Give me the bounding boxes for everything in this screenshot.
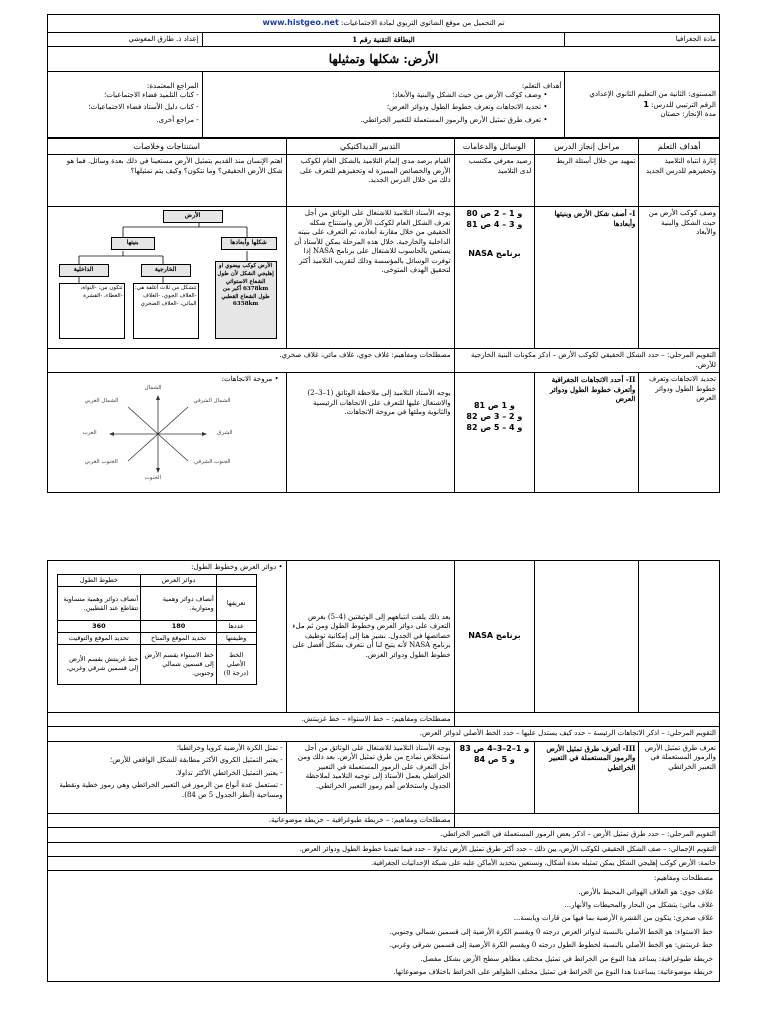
latlon-cell: تحديد الموقع والتوقيت bbox=[57, 632, 141, 644]
latlon-cell: 180 bbox=[141, 621, 217, 633]
header-table bbox=[47, 14, 720, 138]
latlon-cell: أنصاف دوائر وهمية ومتوازية. bbox=[141, 587, 217, 621]
latlon-label: الخط الأصلي (درجة 0) bbox=[216, 644, 256, 684]
objectives-label: أهداف التعلم: bbox=[521, 81, 562, 90]
card-number: البطاقة التقنية رقم 1 bbox=[202, 32, 565, 46]
conclusion-item: - تستعمل عدة أنواع من الرموز في التعبير الخرائطي وهي رموز خطية ونقطية ومساحية (أنظر الجدول 5 ص 84). bbox=[51, 781, 283, 800]
col-objectives: أهداف التعلم bbox=[639, 139, 720, 155]
diagram-shape-text: الأرض كوكب بيضوي او إهليجي الشكل لأن طول الشعاع الاستوائي 6378km أكبر من طول الشعاع القطبي 6358km bbox=[215, 261, 277, 339]
s3-eval: التقويم المرحلي: – حدد طرق تمثيل الأرض – اذكر بعض الرموز المستعملة في التعبير الخرائطي. bbox=[48, 828, 720, 842]
latlon-cell: تحديد الموقع والمناخ bbox=[141, 632, 217, 644]
s2-tools bbox=[454, 373, 535, 493]
s3-terms: مصطلحات ومفاهيم: – خريطة طبوغرافية – خريطة موضوعاتية. bbox=[48, 813, 455, 827]
doc-ref: و 1 – 2 ص 80 bbox=[466, 209, 523, 219]
rose-title-text: مروحة الاتجاهات: bbox=[221, 375, 273, 384]
download-note bbox=[48, 15, 720, 33]
dir-northwest: الشمال الغربي bbox=[84, 397, 119, 404]
final-eval: التقويم الإجمالي: – صف الشكل الحقيقي لكوكب الأرض، بين ذلك – حدد أكثر طرق تمثيل الأرض تداولا – حدد فيما تفيدنا خطوط الطول ودوائر العرض. bbox=[48, 842, 720, 856]
dir-east: الشرق bbox=[217, 429, 233, 436]
dir-north: الشمال bbox=[144, 384, 162, 391]
glossary-item: خريطة طبوغرافية: يساعد هذا النوع من الخرائط في تمثيل مختلف مظاهر سطح الأرض بشكل مفصل. bbox=[420, 954, 713, 963]
doc-ref: و 3 – 4 ص 81 bbox=[466, 220, 523, 230]
s3-tools bbox=[454, 741, 535, 813]
page-2 bbox=[47, 560, 720, 982]
glossary bbox=[48, 871, 720, 982]
latlon-cell: خط غرينتش يقسم الأرض إلى قسمين شرقي وغربي. bbox=[57, 644, 141, 684]
glossary-item: غلاف مائي: يتشكل من البحار والمحيطات والأنهار... bbox=[564, 900, 713, 909]
latlon-label: عددها bbox=[216, 621, 256, 633]
doc-ref: و 4 – 5 ص 82 bbox=[466, 422, 523, 432]
duration-label: مدة الإنجاز: bbox=[682, 110, 716, 119]
diagram-external-text: تتشكل من ثلاث أغلفة هي: -الغلاف الجوي، -الغلاف المائي، -الغلاف الصخري bbox=[133, 283, 199, 339]
level-value: الثانية من التعليم الثانوي الإعدادي bbox=[589, 90, 686, 99]
diagram-structure: بنيتها bbox=[111, 237, 155, 249]
ref-item: - كتاب دليل الأستاذ فضاء الاجتماعيات؛ bbox=[51, 103, 199, 112]
s2-management bbox=[286, 373, 454, 493]
col-stages: مراحل إنجاز الدرس bbox=[535, 139, 639, 155]
lesson-table-cont bbox=[47, 560, 720, 982]
s1-objective: وصف كوكب الأرض من حيث الشكل والبنية والأبعاد bbox=[639, 207, 720, 349]
latlon-table bbox=[57, 574, 257, 684]
dir-south: الجنوب bbox=[144, 475, 162, 482]
s2b-conclusion bbox=[48, 561, 287, 713]
diagram-root: الأرض bbox=[163, 210, 223, 222]
s3-management: يوجه الأستاذ التلاميذ للاشتغال على الوثائق من أجل استخلاص نماذج من طرق تمثيل الأرض. بعد ذلك ومن أجل التعرف على الرموز المستعملة في التعبير الخرائطي يعمل الأستاذ إلى توجيه التلاميذ لملاحظة الجدول واستخلاص أهم رموز التعبير الخرائطي. bbox=[286, 741, 454, 813]
objectives-cell bbox=[202, 72, 565, 138]
s2-stage: II- أحدد الاتجاهات الجغرافية وأتعرف خطوط الطول ودوائر العرض bbox=[535, 373, 639, 493]
glossary-item: خط غرينتش: هو الخط الأصلي بالنسبة لخطوط الطول درجته 0 ويقسم الكرة الأرضية إلى قسمين شرقي وغربي. bbox=[389, 941, 713, 950]
col-conclusions: استنتاجات وخلاصات bbox=[48, 139, 287, 155]
glossary-item: خريطة موضوعاتية: يساعدنا هذا النوع من الخرائط في تمثيل مختلف الظواهر على الخرائط باختلاف موضوعاتها. bbox=[393, 968, 713, 977]
lesson-table bbox=[47, 138, 720, 493]
latlon-cell: 360 bbox=[57, 621, 141, 633]
s2b-terms: مصطلحات ومفاهيم: – خط الاستواء – خط غرينتش. bbox=[48, 713, 455, 727]
conclusion-item: - يعتبر التمثيل الخرائطي الأكثر تداولا. bbox=[51, 769, 283, 778]
level-label: المستوى: bbox=[688, 90, 716, 99]
latlon-head bbox=[216, 575, 256, 587]
glossary-item: غلاف جوي: هو الغلاف الهوائي المحيط بالأرض. bbox=[578, 887, 713, 896]
latlon-head: خطوط الطول bbox=[57, 575, 141, 587]
s1-conclusion bbox=[48, 207, 287, 349]
doc-ref: و 1–2–3–4 ص 83 bbox=[459, 743, 530, 753]
s3-objective: تعرف طرق تمثيل الأرض والرموز المستعملة في التعبير الخرائطي bbox=[639, 741, 720, 813]
latlon-cell: خط الاستواء يقسم الأرض إلى قسمين شمالي وجنوبي. bbox=[141, 644, 217, 684]
dir-southeast: الجنوب الشرقي bbox=[194, 458, 231, 465]
nasa-program: برنامج NASA bbox=[468, 249, 521, 259]
ref-item: - مراجع أخرى. bbox=[51, 116, 199, 125]
s2b-eval: التقويم المرحلي: – اذكر الاتجاهات الرئيسة – حدد كيف يستدل عليها – حدد الخط الأصلي لدوائر العرض. bbox=[48, 727, 720, 741]
dir-southwest: الجنوب الغربي bbox=[84, 458, 118, 465]
diagram-external: الخارجية bbox=[141, 264, 191, 276]
s1-eval: التقويم المرحلي: – حدد الشكل الحقيقي لكوكب الأرض – اذكر مكونات البنية الخارجية للأرض. bbox=[454, 349, 719, 373]
col-management: التدبير الديداكتيكي bbox=[286, 139, 454, 155]
subject-cell: مادة الجغرافيا bbox=[565, 32, 720, 46]
refs-cell bbox=[48, 72, 203, 138]
earth-structure-diagram bbox=[51, 209, 283, 344]
dir-northeast: الشمال الشرقي bbox=[193, 397, 231, 404]
intro-tools: رصيد معرفي مكتسب لدى التلاميذ bbox=[454, 155, 535, 207]
diagram-internal: الداخلية bbox=[59, 264, 109, 276]
s3-stage: III- أتعرف طرق تمثيل الأرض والرموز المستعملة في التعبير الخرائطي bbox=[535, 741, 639, 813]
objective-item: • تحديد الاتجاهات وتعرف خطوط الطول ودوائر العرض؛ bbox=[206, 103, 548, 112]
diagram-shape: شكلها وأبعادها bbox=[221, 237, 277, 249]
compass-rose bbox=[83, 385, 233, 483]
s2-objective: تحديد الاتجاهات وتعرف خطوط الطول ودوائر العرض bbox=[639, 373, 720, 493]
latlon-label: تعريفها bbox=[216, 587, 256, 621]
duration-value: حصتان bbox=[660, 110, 681, 119]
s1-terms: مصطلحات ومفاهيم: غلاف جوي، غلاف مائي، غلاف صخري. bbox=[48, 349, 455, 373]
s2b-management: بعد ذلك يلفت انتباههم إلى الوثيقتين (4–5) بغرض التعرف على دوائر العرض وخطوط الطول ومن ثم ملء خصائصها في الجدول. نشير هنا إلى إمكانية توظيف برنامج NASA لأنه يتيح لنا أن نتعرف بشكل أفضل على خطوط الطول ودوائر العرض. bbox=[286, 561, 454, 713]
s2-conclusion bbox=[48, 373, 287, 493]
doc-ref: و 1 ص 81 bbox=[473, 401, 515, 411]
s2b-tools bbox=[454, 561, 535, 713]
conclusion-item: - يعتبر التمثيل الكروي الأكثر مطابقة للشكل الواقعي للأرض؛ bbox=[51, 756, 283, 765]
dir-west: الغرب bbox=[82, 429, 97, 436]
table-title-text: دوائر العرض وخطوط الطول: bbox=[191, 563, 277, 571]
objective-item: • وصف كوكب الأرض من حيث الشكل والبنية والأبعاد؛ bbox=[206, 91, 548, 100]
s1-tools bbox=[454, 207, 535, 349]
glossary-item: غلاف صخري: يتكون من القشرة الأرضية بما فيها من قارات ويابسة... bbox=[513, 914, 713, 923]
lesson-info bbox=[565, 72, 720, 138]
intro-objective: إثارة انتباه التلاميذ وتحفيزهم للدرس الجديد bbox=[639, 155, 720, 207]
download-note-text: تم التحميل من موقع الشاتوي التربوي لمادة الاجتماعيات: bbox=[341, 19, 505, 27]
s2-management-text: يوجه الأستاذ التلاميذ إلى ملاحظة الوثائق (1–3–2) والاشتغال عليها للتعرف على الاتجاهات الرئيسية والثانوية وملئها في مروحة الاتجاهات. bbox=[307, 389, 451, 417]
diagram-internal-text: تتكون من: -النواة، -الغطاء، -القشرة bbox=[59, 283, 125, 339]
latlon-head: دوائر العرض bbox=[141, 575, 217, 587]
nasa-program: برنامج NASA bbox=[468, 631, 521, 641]
s1-stage: I- أصف شكل الأرض وبنيتها وأبعادها bbox=[535, 207, 639, 349]
s1-management: يوجه الأستاذ التلاميذ للاشتغال على الوثائق من أجل تعرف الشكل العام لكوكب الأرض واستنتاج شكله الحقيقي من خلال مقارنة أبعاده، ثم التعرف على بنيته الداخلية والخارجية. خلال هذه المرحلة يمكن للأستاذ أن يستعين بالحاسوب للاشتغال على برنامج NASA إذا توفرت الوسائل بالمؤسسة وذلك لتقريب التلاميذ أكثر لتحقيق الهدف المتوخى. bbox=[286, 207, 454, 349]
order-label: الرقم الترتيبي للدرس: bbox=[651, 100, 716, 109]
site-link[interactable]: www.histgeo.net bbox=[262, 18, 339, 27]
lesson-title: الأرض: شكلها وتمثيلها bbox=[48, 47, 720, 72]
doc-ref: و 5 ص 84 bbox=[473, 754, 515, 764]
s3-conclusion bbox=[48, 741, 287, 813]
glossary-item: خط الاستواء: هو الخط الأصلي بالنسبة لدوائر العرض درجته 0 ويقسم الكرة الأرضية إلى قسمين شمالي وجنوبي. bbox=[389, 927, 713, 936]
objective-item: • تعرف طرق تمثيل الأرض والرموز المستعملة للتعبير الخرائطي. bbox=[206, 116, 548, 125]
doc-ref: و 2 – 3 ص 82 bbox=[466, 412, 523, 422]
conclusion-item: - تمثل الكرة الأرضية كرويا وخرائطيا؛ bbox=[51, 744, 283, 753]
latlon-label: وظيفتها bbox=[216, 632, 256, 644]
intro-stage: تمهيد من خلال أسئلة الربط bbox=[535, 155, 639, 207]
glossary-title: مصطلحات ومفاهيم: bbox=[654, 874, 713, 883]
col-tools: الوسائل والدعامات bbox=[454, 139, 535, 155]
author-cell: إعداد ذ. طارق المغوشي bbox=[48, 32, 203, 46]
intro-management: القيام برصد مدى إلمام التلاميذ بالشكل العام لكوكب الأرض والخصائص المميزة له وتحفيزهم للتعرف على ذلك من خلال الدرس الجديد. bbox=[286, 155, 454, 207]
ref-item: - كتاب التلميذ فضاء الاجتماعيات؛ bbox=[51, 91, 199, 100]
latlon-cell: أنصاف دوائر وهمية متساوية تتقاطع عند القطبين. bbox=[57, 587, 141, 621]
order-value: 1 bbox=[643, 99, 649, 109]
table-title: • دوائر العرض وخطوط الطول: bbox=[191, 563, 283, 571]
final-conclusion: خاتمة: الأرض كوكب إهليجي الشكل يمكن تمثيله بعدة أشكال، ونستعين بتحديد الأماكن عليه على شبكة الإحداثيات الجغرافية. bbox=[48, 856, 720, 870]
rose-title: • مروحة الاتجاهات: bbox=[221, 375, 279, 384]
intro-conclusion: اهتم الإنسان منذ القديم بتمثيل الأرض مستعينا في ذلك بعدة وسائل. فما هو شكل الأرض الحقيقي؟ وما تتكون؟ وكيف يتم تمثيلها؟ bbox=[48, 155, 287, 207]
refs-label: المراجع المعتمدة: bbox=[147, 81, 199, 90]
page-1 bbox=[47, 14, 720, 493]
